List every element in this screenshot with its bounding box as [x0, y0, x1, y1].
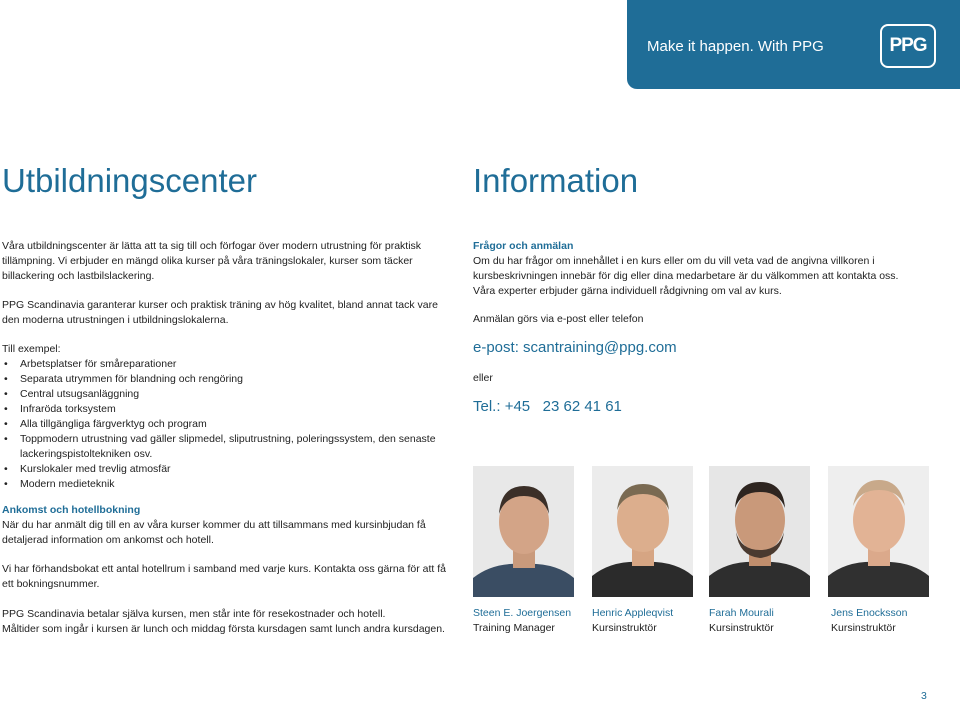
signup-text: Anmälan görs via e-post eller telefon: [473, 313, 644, 325]
portrait-henric: [592, 466, 693, 597]
person-name: Henric Appleqvist: [592, 607, 674, 619]
list-item: • Infraröda torksystem: [2, 402, 442, 417]
arrival-heading: Ankomst och hotellbokning: [2, 504, 141, 516]
email-label: e-post:: [473, 339, 519, 356]
arrival-paragraph: När du har anmält dig till en av våra kurser kommer du att tillsammans med kursinbjudan få detaljerad information om ankomst och hotell.: [2, 519, 426, 546]
header-banner: [627, 0, 960, 89]
list-item: • Central utsugsanläggning: [2, 387, 442, 402]
hotel-paragraph: Vi har förhandsbokat ett antal hotellrum i samband med varje kurs. Kontakta oss gärna för att få ett bokningsnummer.: [2, 563, 446, 590]
quality-paragraph: PPG Scandinavia garanterar kurser och praktisk träning av hög kvalitet, bland annat tack vare den moderna utrustningen i utbildningslokalerna.: [2, 299, 438, 326]
phone-line: [473, 398, 622, 415]
phone-label: Tel.:: [473, 398, 501, 415]
person-name: Steen E. Joergensen: [473, 607, 572, 619]
page-title-information: Information: [473, 162, 639, 199]
or-text: eller: [473, 372, 493, 384]
list-item: • Separata utrymmen för blandning och rengöring: [2, 372, 442, 387]
person-role: Training Manager: [473, 622, 555, 634]
person-role: Kursinstruktör: [592, 622, 657, 634]
example-intro: Till exempel:: [2, 343, 61, 355]
questions-paragraph: Om du har frågor om innehållet i en kurs eller om du vill veta vad de angivna villkoren i kursbeskrivningen innebär för dig eller dina medarbetare är du välkommen att kontakta oss. Våra experter erbjuder gärna individuell rådgivning om val av kurs.: [473, 255, 899, 297]
intro-paragraph: Våra utbildningscenter är lätta att ta sig till och förfogar över modern utrustning för praktisk tillämpning. Vi erbjuder en mängd olika kurser på våra träningslokaler, kurser som täcker billackering och lastbilslackering.: [2, 240, 422, 282]
person-name: Jens Enocksson: [831, 607, 908, 619]
list-item: • Modern medieteknik: [2, 477, 442, 492]
person-name: Farah Mourali: [709, 607, 774, 619]
portrait-jens: [828, 466, 929, 597]
meals-paragraph: Måltider som ingår i kursen är lunch och middag första kursdagen samt lunch andra kursdagen.: [2, 623, 445, 635]
email-link[interactable]: scantraining@ppg.com: [523, 339, 677, 356]
page-title-training-center: Utbildningscenter: [2, 162, 257, 199]
person-role: Kursinstruktör: [709, 622, 774, 634]
example-list: [2, 342, 442, 492]
list-item: • Arbetsplatser för småreparationer: [2, 357, 442, 372]
person-role: Kursinstruktör: [831, 622, 896, 634]
payment-paragraph: PPG Scandinavia betalar själva kursen, men står inte för resekostnader och hotell.: [2, 608, 386, 620]
email-line: [473, 339, 677, 356]
list-item: • Toppmodern utrustning vad gäller slipmedel, sliputrustning, poleringssystem, den senaste lackeringspistoltekniken osv.: [2, 432, 442, 462]
portrait-steen: [473, 466, 574, 597]
ppg-logo: PPG: [880, 24, 936, 68]
portrait-farah: [709, 466, 810, 597]
phone-number[interactable]: +45 23 62 41 61: [504, 398, 622, 415]
list-item: • Kurslokaler med trevlig atmosfär: [2, 462, 442, 477]
tagline: Make it happen. With PPG: [647, 38, 824, 55]
page-number: 3: [921, 690, 927, 702]
list-item: • Alla tillgängliga färgverktyg och program: [2, 417, 442, 432]
questions-heading: Frågor och anmälan: [473, 240, 574, 252]
